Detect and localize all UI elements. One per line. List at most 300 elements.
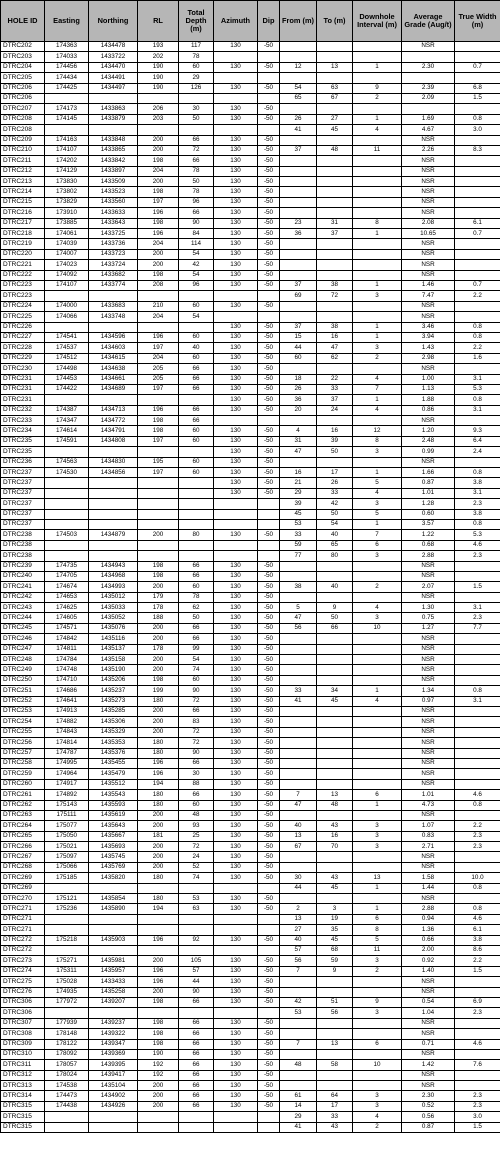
cell-rl: 181 xyxy=(138,831,179,841)
cell-to xyxy=(317,571,353,581)
cell-downhole-interval xyxy=(353,758,402,768)
cell-hole-id: DTRC224 xyxy=(1,301,45,311)
cell-rl xyxy=(138,478,179,488)
table-row xyxy=(1,758,500,768)
cell-to: 48 xyxy=(317,800,353,810)
cell-from: 27 xyxy=(280,925,317,935)
cell-azimuth: 130 xyxy=(214,229,258,239)
cell-from xyxy=(280,239,317,249)
cell-average-grade: NSR xyxy=(402,717,455,727)
cell-downhole-interval xyxy=(353,301,402,311)
cell-to: 43 xyxy=(317,873,353,883)
cell-dip: -50 xyxy=(258,208,280,218)
cell-easting xyxy=(45,551,89,561)
cell-from: 12 xyxy=(280,62,317,72)
cell-average-grade: NSR xyxy=(402,592,455,602)
header-easting: Easting xyxy=(45,1,89,42)
cell-from: 41 xyxy=(280,696,317,706)
cell-from: 47 xyxy=(280,447,317,457)
cell-azimuth: 130 xyxy=(214,1081,258,1091)
cell-hole-id: DTRC245 xyxy=(1,623,45,633)
cell-hole-id: DTRC238 xyxy=(1,530,45,540)
cell-to: 13 xyxy=(317,1039,353,1049)
cell-from: 21 xyxy=(280,478,317,488)
cell-rl: 204 xyxy=(138,312,179,322)
cell-easting xyxy=(45,945,89,955)
cell-rl: 180 xyxy=(138,800,179,810)
table-row xyxy=(1,945,500,955)
cell-easting: 174422 xyxy=(45,384,89,394)
cell-total-depth xyxy=(179,447,214,457)
cell-easting: 175143 xyxy=(45,800,89,810)
cell-true-width: 3.1 xyxy=(455,488,500,498)
cell-average-grade: 1.40 xyxy=(402,966,455,976)
cell-azimuth: 130 xyxy=(214,135,258,145)
cell-dip: -50 xyxy=(258,166,280,176)
cell-easting: 175097 xyxy=(45,852,89,862)
cell-easting xyxy=(45,883,89,893)
cell-hole-id: DTRC273 xyxy=(1,956,45,966)
header-rl: RL xyxy=(138,1,179,42)
cell-rl: 200 xyxy=(138,852,179,862)
cell-true-width: 0.8 xyxy=(455,686,500,696)
cell-hole-id: DTRC231 xyxy=(1,384,45,394)
cell-dip: -50 xyxy=(258,177,280,187)
cell-total-depth: 54 xyxy=(179,249,214,259)
cell-rl: 196 xyxy=(138,966,179,976)
cell-hole-id: DTRC276 xyxy=(1,987,45,997)
table-row xyxy=(1,748,500,758)
cell-rl: 200 xyxy=(138,727,179,737)
cell-hole-id: DTRC306 xyxy=(1,1008,45,1018)
cell-total-depth: 72 xyxy=(179,727,214,737)
cell-total-depth: 48 xyxy=(179,810,214,820)
cell-hole-id: DTRC271 xyxy=(1,914,45,924)
cell-rl: 199 xyxy=(138,686,179,696)
cell-from xyxy=(280,301,317,311)
table-row xyxy=(1,966,500,976)
cell-true-width xyxy=(455,665,500,675)
cell-average-grade: NSR xyxy=(402,634,455,644)
cell-dip: -50 xyxy=(258,769,280,779)
cell-to xyxy=(317,810,353,820)
cell-easting: 174571 xyxy=(45,623,89,633)
header-hole-id: HOLE ID xyxy=(1,1,45,42)
cell-dip xyxy=(258,540,280,550)
cell-average-grade: 1.01 xyxy=(402,790,455,800)
cell-northing: 1434808 xyxy=(89,436,138,446)
cell-downhole-interval: 3 xyxy=(353,613,402,623)
cell-northing xyxy=(89,291,138,301)
cell-northing: 1433725 xyxy=(89,229,138,239)
cell-dip: -50 xyxy=(258,135,280,145)
cell-true-width xyxy=(455,1018,500,1028)
cell-true-width: 1.5 xyxy=(455,582,500,592)
cell-to xyxy=(317,717,353,727)
cell-total-depth xyxy=(179,395,214,405)
cell-average-grade: 1.46 xyxy=(402,280,455,290)
table-row xyxy=(1,42,500,52)
cell-true-width xyxy=(455,727,500,737)
cell-to: 38 xyxy=(317,280,353,290)
cell-rl: 204 xyxy=(138,239,179,249)
cell-average-grade: 0.56 xyxy=(402,1112,455,1122)
cell-true-width xyxy=(455,810,500,820)
cell-dip: -50 xyxy=(258,644,280,654)
cell-from: 45 xyxy=(280,509,317,519)
cell-total-depth: 72 xyxy=(179,145,214,155)
cell-true-width xyxy=(455,655,500,665)
cell-total-depth: 80 xyxy=(179,530,214,540)
cell-easting: 174023 xyxy=(45,260,89,270)
cell-hole-id: DTRC253 xyxy=(1,707,45,717)
cell-northing xyxy=(89,93,138,103)
cell-from xyxy=(280,758,317,768)
cell-hole-id: DTRC231 xyxy=(1,395,45,405)
cell-average-grade: 2.88 xyxy=(402,904,455,914)
cell-to xyxy=(317,270,353,280)
cell-total-depth: 44 xyxy=(179,977,214,987)
cell-northing: 1435104 xyxy=(89,1081,138,1091)
cell-rl: 196 xyxy=(138,935,179,945)
cell-rl: 200 xyxy=(138,842,179,852)
cell-from: 7 xyxy=(280,1039,317,1049)
cell-downhole-interval: 13 xyxy=(353,873,402,883)
cell-hole-id: DTRC246 xyxy=(1,634,45,644)
cell-total-depth: 66 xyxy=(179,1070,214,1080)
cell-rl xyxy=(138,509,179,519)
cell-hole-id: DTRC269 xyxy=(1,873,45,883)
cell-easting: 177972 xyxy=(45,997,89,1007)
cell-azimuth xyxy=(214,883,258,893)
cell-rl: 198 xyxy=(138,426,179,436)
cell-true-width xyxy=(455,104,500,114)
table-row xyxy=(1,603,500,613)
cell-dip xyxy=(258,1008,280,1018)
cell-azimuth xyxy=(214,291,258,301)
cell-average-grade: 1.20 xyxy=(402,426,455,436)
cell-rl: 200 xyxy=(138,260,179,270)
cell-from xyxy=(280,1049,317,1059)
cell-easting: 174541 xyxy=(45,332,89,342)
cell-easting: 174425 xyxy=(45,83,89,93)
cell-azimuth: 130 xyxy=(214,395,258,405)
cell-from: 36 xyxy=(280,229,317,239)
table-row xyxy=(1,582,500,592)
cell-azimuth: 130 xyxy=(214,779,258,789)
cell-dip xyxy=(258,125,280,135)
cell-to xyxy=(317,707,353,717)
cell-hole-id: DTRC315 xyxy=(1,1122,45,1132)
cell-hole-id: DTRC229 xyxy=(1,353,45,363)
cell-from: 69 xyxy=(280,291,317,301)
cell-easting xyxy=(45,1112,89,1122)
cell-azimuth: 130 xyxy=(214,83,258,93)
table-row xyxy=(1,696,500,706)
cell-rl: 198 xyxy=(138,270,179,280)
cell-northing: 1433633 xyxy=(89,208,138,218)
table-row xyxy=(1,810,500,820)
cell-total-depth xyxy=(179,551,214,561)
cell-azimuth: 130 xyxy=(214,457,258,467)
cell-easting: 175236 xyxy=(45,904,89,914)
cell-total-depth xyxy=(179,945,214,955)
cell-from xyxy=(280,655,317,665)
cell-total-depth: 50 xyxy=(179,177,214,187)
cell-to: 43 xyxy=(317,821,353,831)
cell-easting: 174843 xyxy=(45,727,89,737)
cell-rl: 196 xyxy=(138,769,179,779)
cell-azimuth: 130 xyxy=(214,218,258,228)
cell-to xyxy=(317,312,353,322)
cell-from: 67 xyxy=(280,842,317,852)
cell-average-grade: NSR xyxy=(402,197,455,207)
cell-rl: 205 xyxy=(138,374,179,384)
cell-hole-id: DTRC217 xyxy=(1,218,45,228)
cell-dip: -50 xyxy=(258,218,280,228)
cell-average-grade: 2.39 xyxy=(402,83,455,93)
cell-dip: -50 xyxy=(258,810,280,820)
cell-average-grade: NSR xyxy=(402,166,455,176)
cell-northing: 1434497 xyxy=(89,83,138,93)
cell-azimuth: 130 xyxy=(214,634,258,644)
cell-true-width: 4.6 xyxy=(455,914,500,924)
cell-average-grade: NSR xyxy=(402,1081,455,1091)
table-row xyxy=(1,904,500,914)
cell-easting: 174625 xyxy=(45,603,89,613)
cell-true-width xyxy=(455,707,500,717)
cell-true-width xyxy=(455,239,500,249)
cell-total-depth: 78 xyxy=(179,592,214,602)
cell-downhole-interval xyxy=(353,312,402,322)
cell-hole-id: DTRC237 xyxy=(1,488,45,498)
cell-northing: 1434478 xyxy=(89,42,138,52)
table-row xyxy=(1,686,500,696)
cell-from: 16 xyxy=(280,468,317,478)
cell-hole-id: DTRC240 xyxy=(1,571,45,581)
cell-rl: 196 xyxy=(138,977,179,987)
cell-hole-id: DTRC220 xyxy=(1,249,45,259)
cell-hole-id: DTRC206 xyxy=(1,83,45,93)
cell-dip: -50 xyxy=(258,478,280,488)
cell-rl: 198 xyxy=(138,218,179,228)
cell-total-depth: 84 xyxy=(179,229,214,239)
cell-dip: -50 xyxy=(258,956,280,966)
cell-easting: 174641 xyxy=(45,696,89,706)
cell-from: 37 xyxy=(280,322,317,332)
cell-from xyxy=(280,977,317,987)
cell-from xyxy=(280,312,317,322)
table-row xyxy=(1,914,500,924)
table-row xyxy=(1,260,500,270)
cell-easting: 174473 xyxy=(45,1091,89,1101)
cell-true-width: 0.7 xyxy=(455,62,500,72)
cell-from: 77 xyxy=(280,551,317,561)
cell-rl xyxy=(138,291,179,301)
cell-true-width xyxy=(455,894,500,904)
cell-from xyxy=(280,249,317,259)
cell-average-grade: NSR xyxy=(402,156,455,166)
cell-from: 47 xyxy=(280,613,317,623)
cell-northing: 1433560 xyxy=(89,197,138,207)
cell-total-depth xyxy=(179,1008,214,1018)
cell-rl: 188 xyxy=(138,613,179,623)
cell-downhole-interval xyxy=(353,166,402,176)
cell-total-depth: 52 xyxy=(179,862,214,872)
cell-dip: -50 xyxy=(258,104,280,114)
header-average-grade: Average Grade (Aug/t) xyxy=(402,1,455,42)
cell-average-grade: 1.58 xyxy=(402,873,455,883)
cell-true-width: 6.8 xyxy=(455,83,500,93)
cell-downhole-interval xyxy=(353,769,402,779)
cell-northing: 1439237 xyxy=(89,1018,138,1028)
cell-to: 68 xyxy=(317,945,353,955)
cell-rl: 197 xyxy=(138,343,179,353)
cell-northing: 1435957 xyxy=(89,966,138,976)
cell-easting: 174387 xyxy=(45,405,89,415)
cell-downhole-interval: 4 xyxy=(353,1112,402,1122)
cell-downhole-interval: 11 xyxy=(353,945,402,955)
cell-azimuth: 130 xyxy=(214,42,258,52)
cell-hole-id: DTRC274 xyxy=(1,966,45,976)
cell-total-depth: 66 xyxy=(179,790,214,800)
table-row xyxy=(1,1008,500,1018)
cell-dip: -50 xyxy=(258,717,280,727)
cell-northing: 1433863 xyxy=(89,104,138,114)
cell-to xyxy=(317,166,353,176)
cell-to: 45 xyxy=(317,883,353,893)
cell-to xyxy=(317,655,353,665)
cell-hole-id: DTRC208 xyxy=(1,125,45,135)
table-row xyxy=(1,1122,500,1132)
cell-easting: 174530 xyxy=(45,468,89,478)
cell-dip xyxy=(258,291,280,301)
cell-from: 33 xyxy=(280,686,317,696)
cell-downhole-interval: 3 xyxy=(353,1101,402,1111)
cell-downhole-interval: 1 xyxy=(353,280,402,290)
cell-to xyxy=(317,779,353,789)
cell-rl: 200 xyxy=(138,665,179,675)
cell-true-width: 0.7 xyxy=(455,229,500,239)
cell-from: 5 xyxy=(280,603,317,613)
cell-average-grade: 2.09 xyxy=(402,93,455,103)
cell-azimuth: 130 xyxy=(214,488,258,498)
table-body xyxy=(1,42,500,1133)
cell-total-depth xyxy=(179,488,214,498)
cell-easting: 175077 xyxy=(45,821,89,831)
table-row xyxy=(1,125,500,135)
cell-total-depth: 54 xyxy=(179,312,214,322)
cell-dip: -50 xyxy=(258,1060,280,1070)
cell-average-grade xyxy=(402,52,455,62)
cell-true-width xyxy=(455,156,500,166)
cell-total-depth: 66 xyxy=(179,1060,214,1070)
cell-from xyxy=(280,894,317,904)
cell-from: 4 xyxy=(280,426,317,436)
cell-from xyxy=(280,665,317,675)
cell-total-depth: 72 xyxy=(179,738,214,748)
cell-average-grade: 2.30 xyxy=(402,62,455,72)
cell-total-depth: 66 xyxy=(179,374,214,384)
table-row xyxy=(1,831,500,841)
cell-to xyxy=(317,738,353,748)
cell-average-grade: 0.87 xyxy=(402,1122,455,1132)
cell-from: 41 xyxy=(280,125,317,135)
cell-to xyxy=(317,135,353,145)
cell-rl: 200 xyxy=(138,135,179,145)
cell-hole-id: DTRC312 xyxy=(1,1070,45,1080)
cell-total-depth: 105 xyxy=(179,956,214,966)
cell-downhole-interval xyxy=(353,270,402,280)
cell-to: 47 xyxy=(317,343,353,353)
cell-total-depth: 90 xyxy=(179,218,214,228)
cell-rl: 200 xyxy=(138,634,179,644)
cell-easting: 174033 xyxy=(45,52,89,62)
cell-dip: -50 xyxy=(258,488,280,498)
cell-easting: 174007 xyxy=(45,249,89,259)
cell-from: 14 xyxy=(280,1101,317,1111)
cell-downhole-interval: 4 xyxy=(353,125,402,135)
cell-easting: 174674 xyxy=(45,582,89,592)
cell-dip: -50 xyxy=(258,603,280,613)
cell-azimuth: 130 xyxy=(214,384,258,394)
cell-azimuth: 130 xyxy=(214,1101,258,1111)
cell-rl: 198 xyxy=(138,675,179,685)
cell-northing xyxy=(89,540,138,550)
cell-downhole-interval xyxy=(353,197,402,207)
cell-downhole-interval: 1 xyxy=(353,686,402,696)
cell-azimuth: 130 xyxy=(214,582,258,592)
cell-to: 26 xyxy=(317,478,353,488)
table-row xyxy=(1,935,500,945)
cell-downhole-interval xyxy=(353,707,402,717)
cell-from: 54 xyxy=(280,83,317,93)
table-row xyxy=(1,416,500,426)
cell-to xyxy=(317,197,353,207)
cell-hole-id: DTRC211 xyxy=(1,156,45,166)
cell-northing xyxy=(89,1008,138,1018)
cell-rl: 204 xyxy=(138,353,179,363)
cell-downhole-interval xyxy=(353,894,402,904)
cell-hole-id: DTRC260 xyxy=(1,779,45,789)
cell-easting xyxy=(45,478,89,488)
cell-dip: -50 xyxy=(258,613,280,623)
cell-from: 39 xyxy=(280,499,317,509)
table-row xyxy=(1,925,500,935)
table-row xyxy=(1,156,500,166)
table-row xyxy=(1,187,500,197)
cell-dip: -50 xyxy=(258,592,280,602)
cell-true-width: 3.8 xyxy=(455,509,500,519)
cell-northing xyxy=(89,914,138,924)
cell-hole-id: DTRC216 xyxy=(1,208,45,218)
cell-azimuth: 130 xyxy=(214,655,258,665)
cell-dip xyxy=(258,914,280,924)
cell-hole-id: DTRC234 xyxy=(1,426,45,436)
cell-easting: 174892 xyxy=(45,790,89,800)
cell-from: 38 xyxy=(280,582,317,592)
cell-rl: 197 xyxy=(138,384,179,394)
cell-average-grade: NSR xyxy=(402,810,455,820)
cell-dip: -50 xyxy=(258,696,280,706)
cell-azimuth xyxy=(214,52,258,62)
cell-northing: 1433748 xyxy=(89,312,138,322)
cell-hole-id: DTRC207 xyxy=(1,104,45,114)
cell-easting: 174107 xyxy=(45,145,89,155)
cell-dip xyxy=(258,416,280,426)
cell-true-width: 2.2 xyxy=(455,956,500,966)
cell-easting xyxy=(45,540,89,550)
